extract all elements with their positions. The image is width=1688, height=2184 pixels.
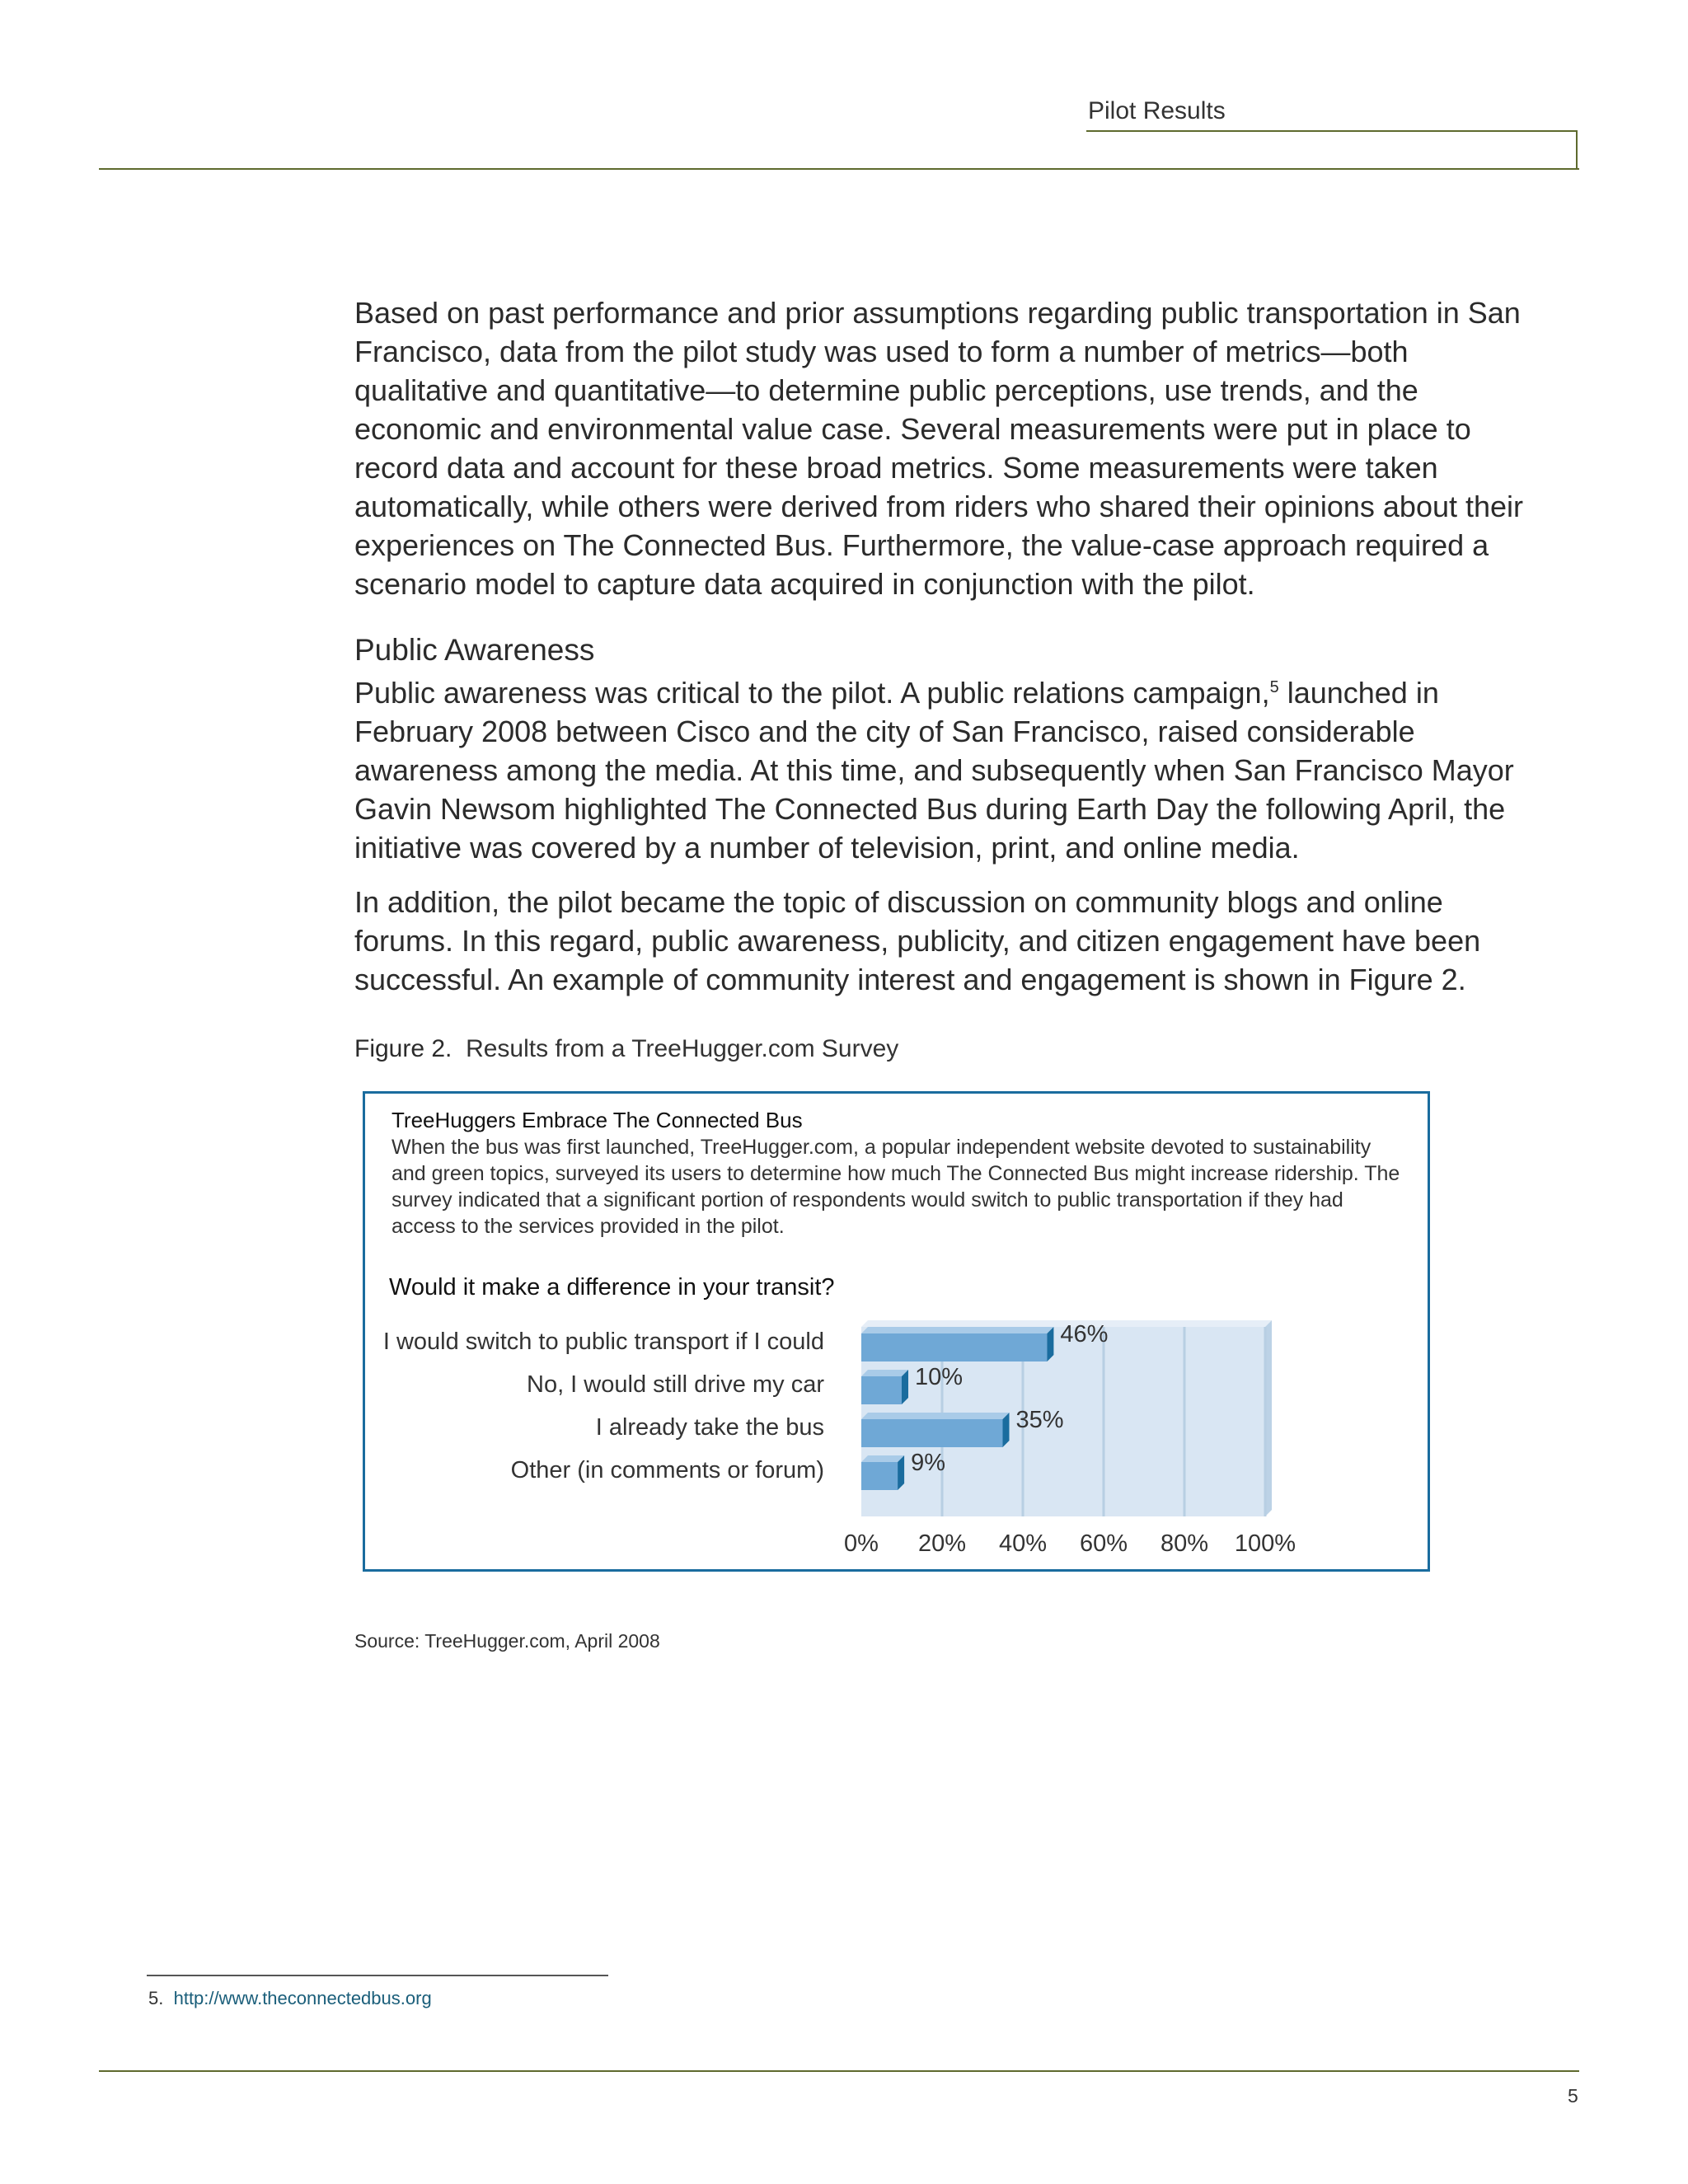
- survey-bar-chart: [363, 1310, 1426, 1558]
- footnote-link[interactable]: http://www.theconnectedbus.org: [173, 1988, 432, 2008]
- body-paragraph-3: In addition, the pilot became the topic of discussion on community blogs and online forums. In this regard, public awareness, publicity, and citizen engagement have been successful. An example of community interest and engagement is shown in Figure 2.: [354, 885, 1481, 996]
- page-number: 5: [1568, 2085, 1578, 2107]
- category-label-2: I already take the bus: [595, 1414, 824, 1441]
- bar-top-3: [861, 1455, 904, 1462]
- bar-value-label-1: 10%: [915, 1364, 964, 1390]
- figure-caption: [354, 1035, 898, 1063]
- footer-rule: [99, 2070, 1579, 2072]
- x-tick-label-80: 80%: [1160, 1530, 1209, 1557]
- x-tick-label-100: 100%: [1234, 1530, 1296, 1557]
- bar-value-label-0: 46%: [1060, 1321, 1109, 1347]
- figure-box-description: When the bus was first launched, TreeHugger.com, a popular independent website devoted to sustainability and green topics, surveyed its users to determine how much The Connected Bus might increase ridership. The survey indicated that a significant portion of respondents would switch to public transportation if they had access to the services provided in the pilot.: [392, 1136, 1400, 1238]
- x-tick-label-40: 40%: [998, 1530, 1048, 1557]
- figure-caption-text: Results from a TreeHugger.com Survey: [466, 1035, 899, 1062]
- figure-box-title: TreeHuggers Embrace The Connected Bus: [392, 1108, 803, 1132]
- footnote-number: 5.: [148, 1988, 164, 2008]
- footnote: [148, 1988, 432, 2009]
- bar-0: [861, 1333, 1047, 1361]
- bar-3: [861, 1462, 898, 1490]
- bar-1: [861, 1376, 902, 1404]
- body-paragraph-1: Based on past performance and prior assumptions regarding public transportation in San Francisco, data from the pilot study was used to form a number of metrics—both qualitative and quantitative—to determine public perceptions, use trends, and the economic and environmental value case. Several measurements were put in place to record data and account for these broad metrics. Some measurements were taken automatically, while others were derived from riders who shared their opinions about their experiences on The Connected Bus. Furthermore, the value-case approach required a scenario model to capture data acquired in conjunction with the pilot.: [354, 296, 1524, 601]
- category-label-3: Other (in comments or forum): [510, 1457, 824, 1483]
- running-header: Pilot Results: [1088, 97, 1226, 124]
- x-tick-label-0: 0%: [844, 1530, 879, 1557]
- bar-2: [861, 1419, 1003, 1447]
- bar-value-label-3: 9%: [911, 1450, 946, 1476]
- bar-value-label-2: 35%: [1015, 1407, 1064, 1433]
- footnote-rule: [147, 1975, 608, 1976]
- footnote-ref[interactable]: 5: [1269, 678, 1279, 696]
- bar-top-2: [861, 1413, 1010, 1419]
- x-tick-label-60: 60%: [1079, 1530, 1128, 1557]
- chart-title: Would it make a difference in your transit?: [389, 1274, 835, 1301]
- figure-number: Figure 2.: [354, 1035, 452, 1062]
- category-label-0: I would switch to public transport if I could: [382, 1329, 824, 1355]
- body-paragraph-2: [354, 673, 1541, 867]
- figure-source: Source: TreeHugger.com, April 2008: [354, 1630, 660, 1652]
- section-heading: Public Awareness: [354, 633, 595, 667]
- x-tick-label-20: 20%: [917, 1530, 967, 1557]
- para2-text-a: Public awareness was critical to the pilot. A public relations campaign,: [354, 676, 1270, 710]
- header-rule: [99, 168, 1579, 170]
- header-tab-outline: [1086, 130, 1578, 168]
- bar-top-0: [861, 1327, 1053, 1333]
- bar-top-1: [861, 1370, 908, 1376]
- para2-text-b: launched in February 2008 between Cisco and the city of San Francisco, raised considerable awareness among the media. At this time, and subsequently when San Francisco Mayor Gavin Newsom highlighted The Connected Bus during Earth Day the following April, the initiative was covered by a number of television, print, and online media.: [354, 676, 1514, 865]
- category-label-1: No, I would still drive my car: [527, 1371, 824, 1398]
